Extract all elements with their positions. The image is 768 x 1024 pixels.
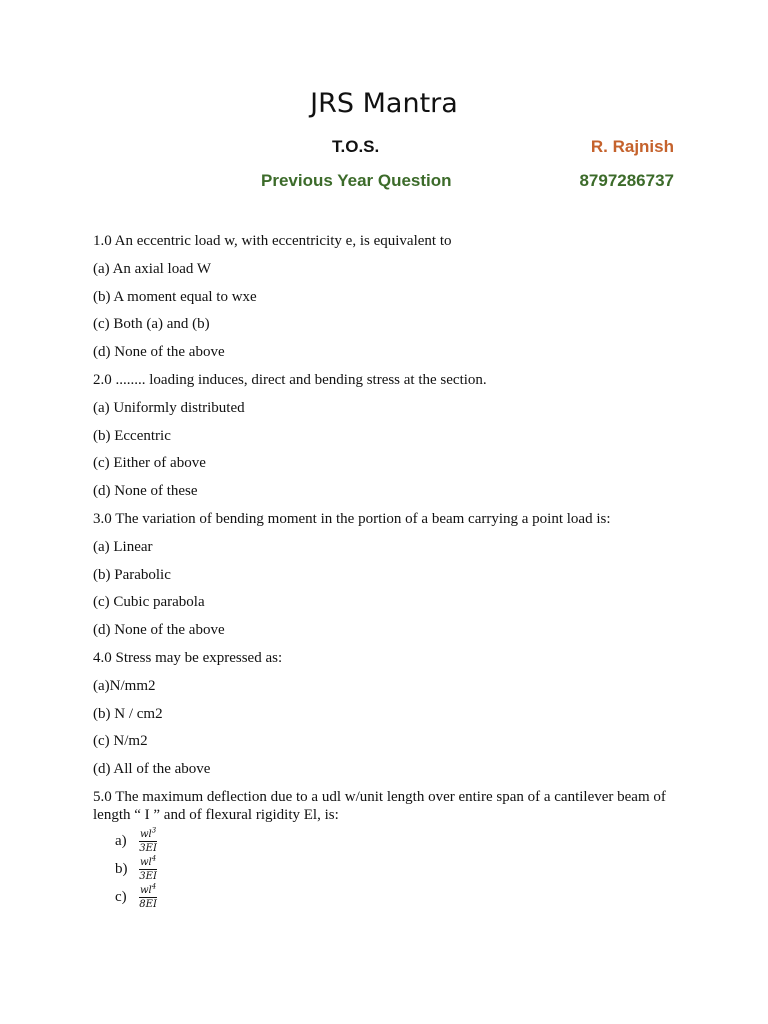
document-title: JRS Mantra xyxy=(310,88,458,119)
subtitle: Previous Year Question xyxy=(261,171,452,190)
phone-number: 8797286737 xyxy=(579,171,674,190)
fraction-option xyxy=(93,828,683,856)
numerator: $wl^3$ xyxy=(140,827,157,841)
question-text: 5.0 The maximum deflection due to a udl w/unit length over entire span of a cantilever beam of length “ I ” and of flexural rigidity El, is: xyxy=(93,788,666,823)
question-text: 1.0 An eccentric load w, with eccentricity e, is equivalent to xyxy=(93,233,452,249)
question-text: 4.0 Stress may be expressed as: xyxy=(93,649,283,666)
question-text: 2.0 ........ loading induces, direct and bending stress at the section. xyxy=(93,371,487,388)
numerator: $wl^4$ xyxy=(140,883,157,897)
author-name: R. Rajnish xyxy=(590,137,674,156)
option: (d) None of these xyxy=(93,483,198,500)
fraction xyxy=(139,829,157,854)
option: (c) Cubic parabola xyxy=(93,594,205,611)
option-label: c) xyxy=(115,889,127,906)
option: (a) An axial load W xyxy=(93,260,212,277)
option: (b) A moment equal to wxe xyxy=(93,288,257,305)
option: (d) None of the above xyxy=(93,622,225,639)
denominator: 3EI xyxy=(139,871,157,883)
fraction xyxy=(139,885,157,910)
question-list xyxy=(93,232,683,912)
denominator: 3EI xyxy=(139,843,157,855)
option: (c) Both (a) and (b) xyxy=(93,316,210,333)
option: (d) None of the above xyxy=(93,344,225,361)
denominator: 8EI xyxy=(139,899,157,911)
option: (b) Parabolic xyxy=(93,566,171,583)
option-label: b) xyxy=(115,861,128,878)
subject-label: T.O.S. xyxy=(332,137,380,156)
option: (d) All of the above xyxy=(93,761,211,778)
fraction xyxy=(139,857,157,882)
option-label: a) xyxy=(115,833,127,850)
option: (a) Uniformly distributed xyxy=(93,399,245,416)
question-text: 3.0 The variation of bending moment in the portion of a beam carrying a point load is: xyxy=(93,510,611,527)
numerator: $wl^4$ xyxy=(140,855,157,869)
option: (a) Linear xyxy=(93,538,153,555)
option: (c) Either of above xyxy=(93,455,206,472)
option: (b) Eccentric xyxy=(93,427,171,444)
option: (a)N/mm2 xyxy=(93,677,156,694)
option: (b) N / cm2 xyxy=(93,705,163,722)
option: (c) N/m2 xyxy=(93,733,148,750)
fraction-option xyxy=(93,856,683,884)
fraction-option xyxy=(93,884,683,912)
